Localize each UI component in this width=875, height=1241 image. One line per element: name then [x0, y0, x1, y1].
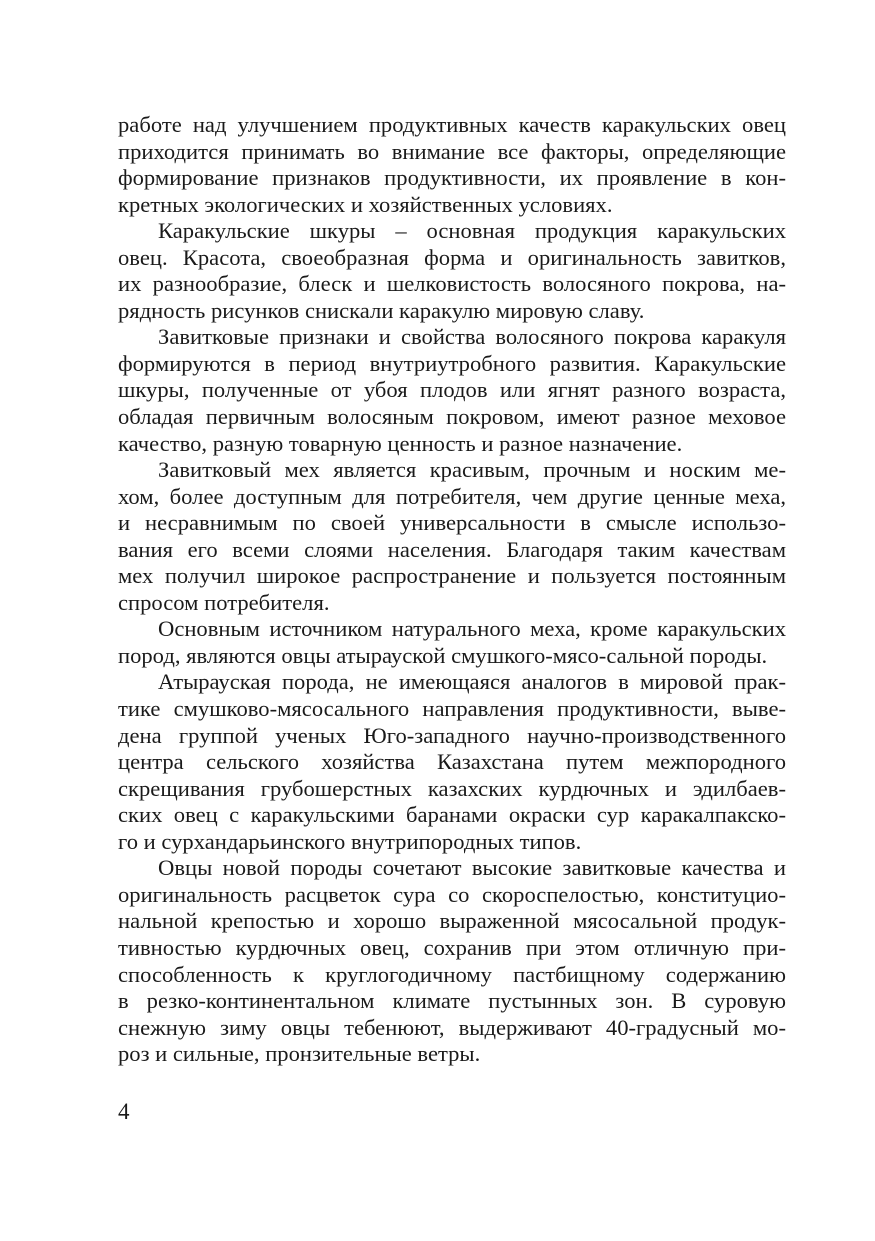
text-line: работе над улучшением продуктивных качеств каракульских овец: [118, 112, 786, 137]
paragraph: [118, 457, 786, 616]
text-line: формирование признаков продуктивности, их проявление в кон-: [118, 165, 786, 191]
text-line: и несравнимым по своей универсальности в смысле использо-: [118, 510, 786, 536]
text-line: скрещивания грубошерстных казахских курдючных и эдилбаев-: [118, 775, 786, 801]
text-line: оригинальность расцветок сура со скороспелостью, конституцио-: [118, 881, 786, 907]
paragraph: [118, 616, 786, 669]
text-line: Каракульские шкуры – основная продукция каракульских: [158, 218, 786, 244]
text-line: качество, разную товарную ценность и разное назначение.: [118, 430, 683, 456]
text-line: центра сельского хозяйства Казахстана путем межпородного: [118, 749, 786, 775]
text-line: тивностью курдючных овец, сохранив при этом отличную при-: [118, 934, 786, 960]
text-line: Овцы новой породы сочетают высокие завитковые качества и: [158, 855, 786, 881]
paragraph: [118, 324, 786, 457]
paragraph: [118, 669, 786, 855]
text-line: роз и сильные, пронзительные ветры.: [118, 1041, 481, 1067]
text-line: Основным источником натурального меха, кроме каракульских: [158, 616, 786, 642]
text-line: Завитковые признаки и свойства волосяного покрова каракуля: [158, 324, 786, 350]
text-line: способленность к круглогодичному пастбищному содержанию: [118, 961, 786, 987]
text-line: Завитковый мех является красивым, прочным и носким ме-: [158, 457, 786, 483]
text-line: снежную зиму овцы тебенюют, выдерживают 40-градусный мо-: [118, 1014, 786, 1040]
text-line: рядность рисунков снискали каракулю мировую славу.: [118, 297, 645, 323]
text-line: кретных экологических и хозяйственных условиях.: [118, 191, 613, 217]
text-line: обладая первичным волосяным покровом, имеют разное меховое: [118, 404, 786, 430]
text-line: формируются в период внутриутробного развития. Каракульские: [118, 350, 786, 376]
text-line: шкуры, полученные от убоя плодов или ягнят разного возраста,: [118, 377, 786, 403]
text-line: в резко-континентальном климате пустынных зон. В суровую: [118, 988, 786, 1014]
paragraph: [118, 112, 786, 218]
text-line: пород, являются овцы атырауской смушкого-мясо-сальной породы.: [118, 642, 768, 668]
paragraph: [118, 218, 786, 324]
text-line: овец. Красота, своеобразная форма и оригинальность завитков,: [118, 244, 786, 270]
text-line: вания его всеми слоями населения. Благодаря таким качествам: [118, 536, 786, 562]
text-line: нальной крепостью и хорошо выраженной мясосальной продук-: [118, 908, 786, 934]
text-line: го и сурхандарьинского внутрипородных типов.: [118, 828, 582, 854]
page-body-text: [118, 112, 786, 1068]
paragraph: [118, 855, 786, 1067]
text-line: приходится принимать во внимание все факторы, определяющие: [118, 138, 786, 164]
text-line: их разнообразие, блеск и шелковистость волосяного покрова, на-: [118, 271, 786, 297]
page-number: 4: [118, 1099, 130, 1124]
text-line: Атырауская порода, не имеющаяся аналогов в мировой прак-: [158, 669, 786, 695]
text-line: мех получил широкое распространение и пользуется постоянным: [118, 563, 786, 589]
text-line: хом, более доступным для потребителя, чем другие ценные меха,: [118, 483, 786, 509]
text-line: дена группой ученых Юго-западного научно-производственного: [118, 722, 786, 748]
text-line: тике смушково-мясосального направления продуктивности, выве-: [118, 696, 786, 722]
text-line: спросом потребителя.: [118, 589, 330, 615]
text-line: ских овец с каракульскими баранами окраски сур каракалпакско-: [118, 802, 786, 828]
